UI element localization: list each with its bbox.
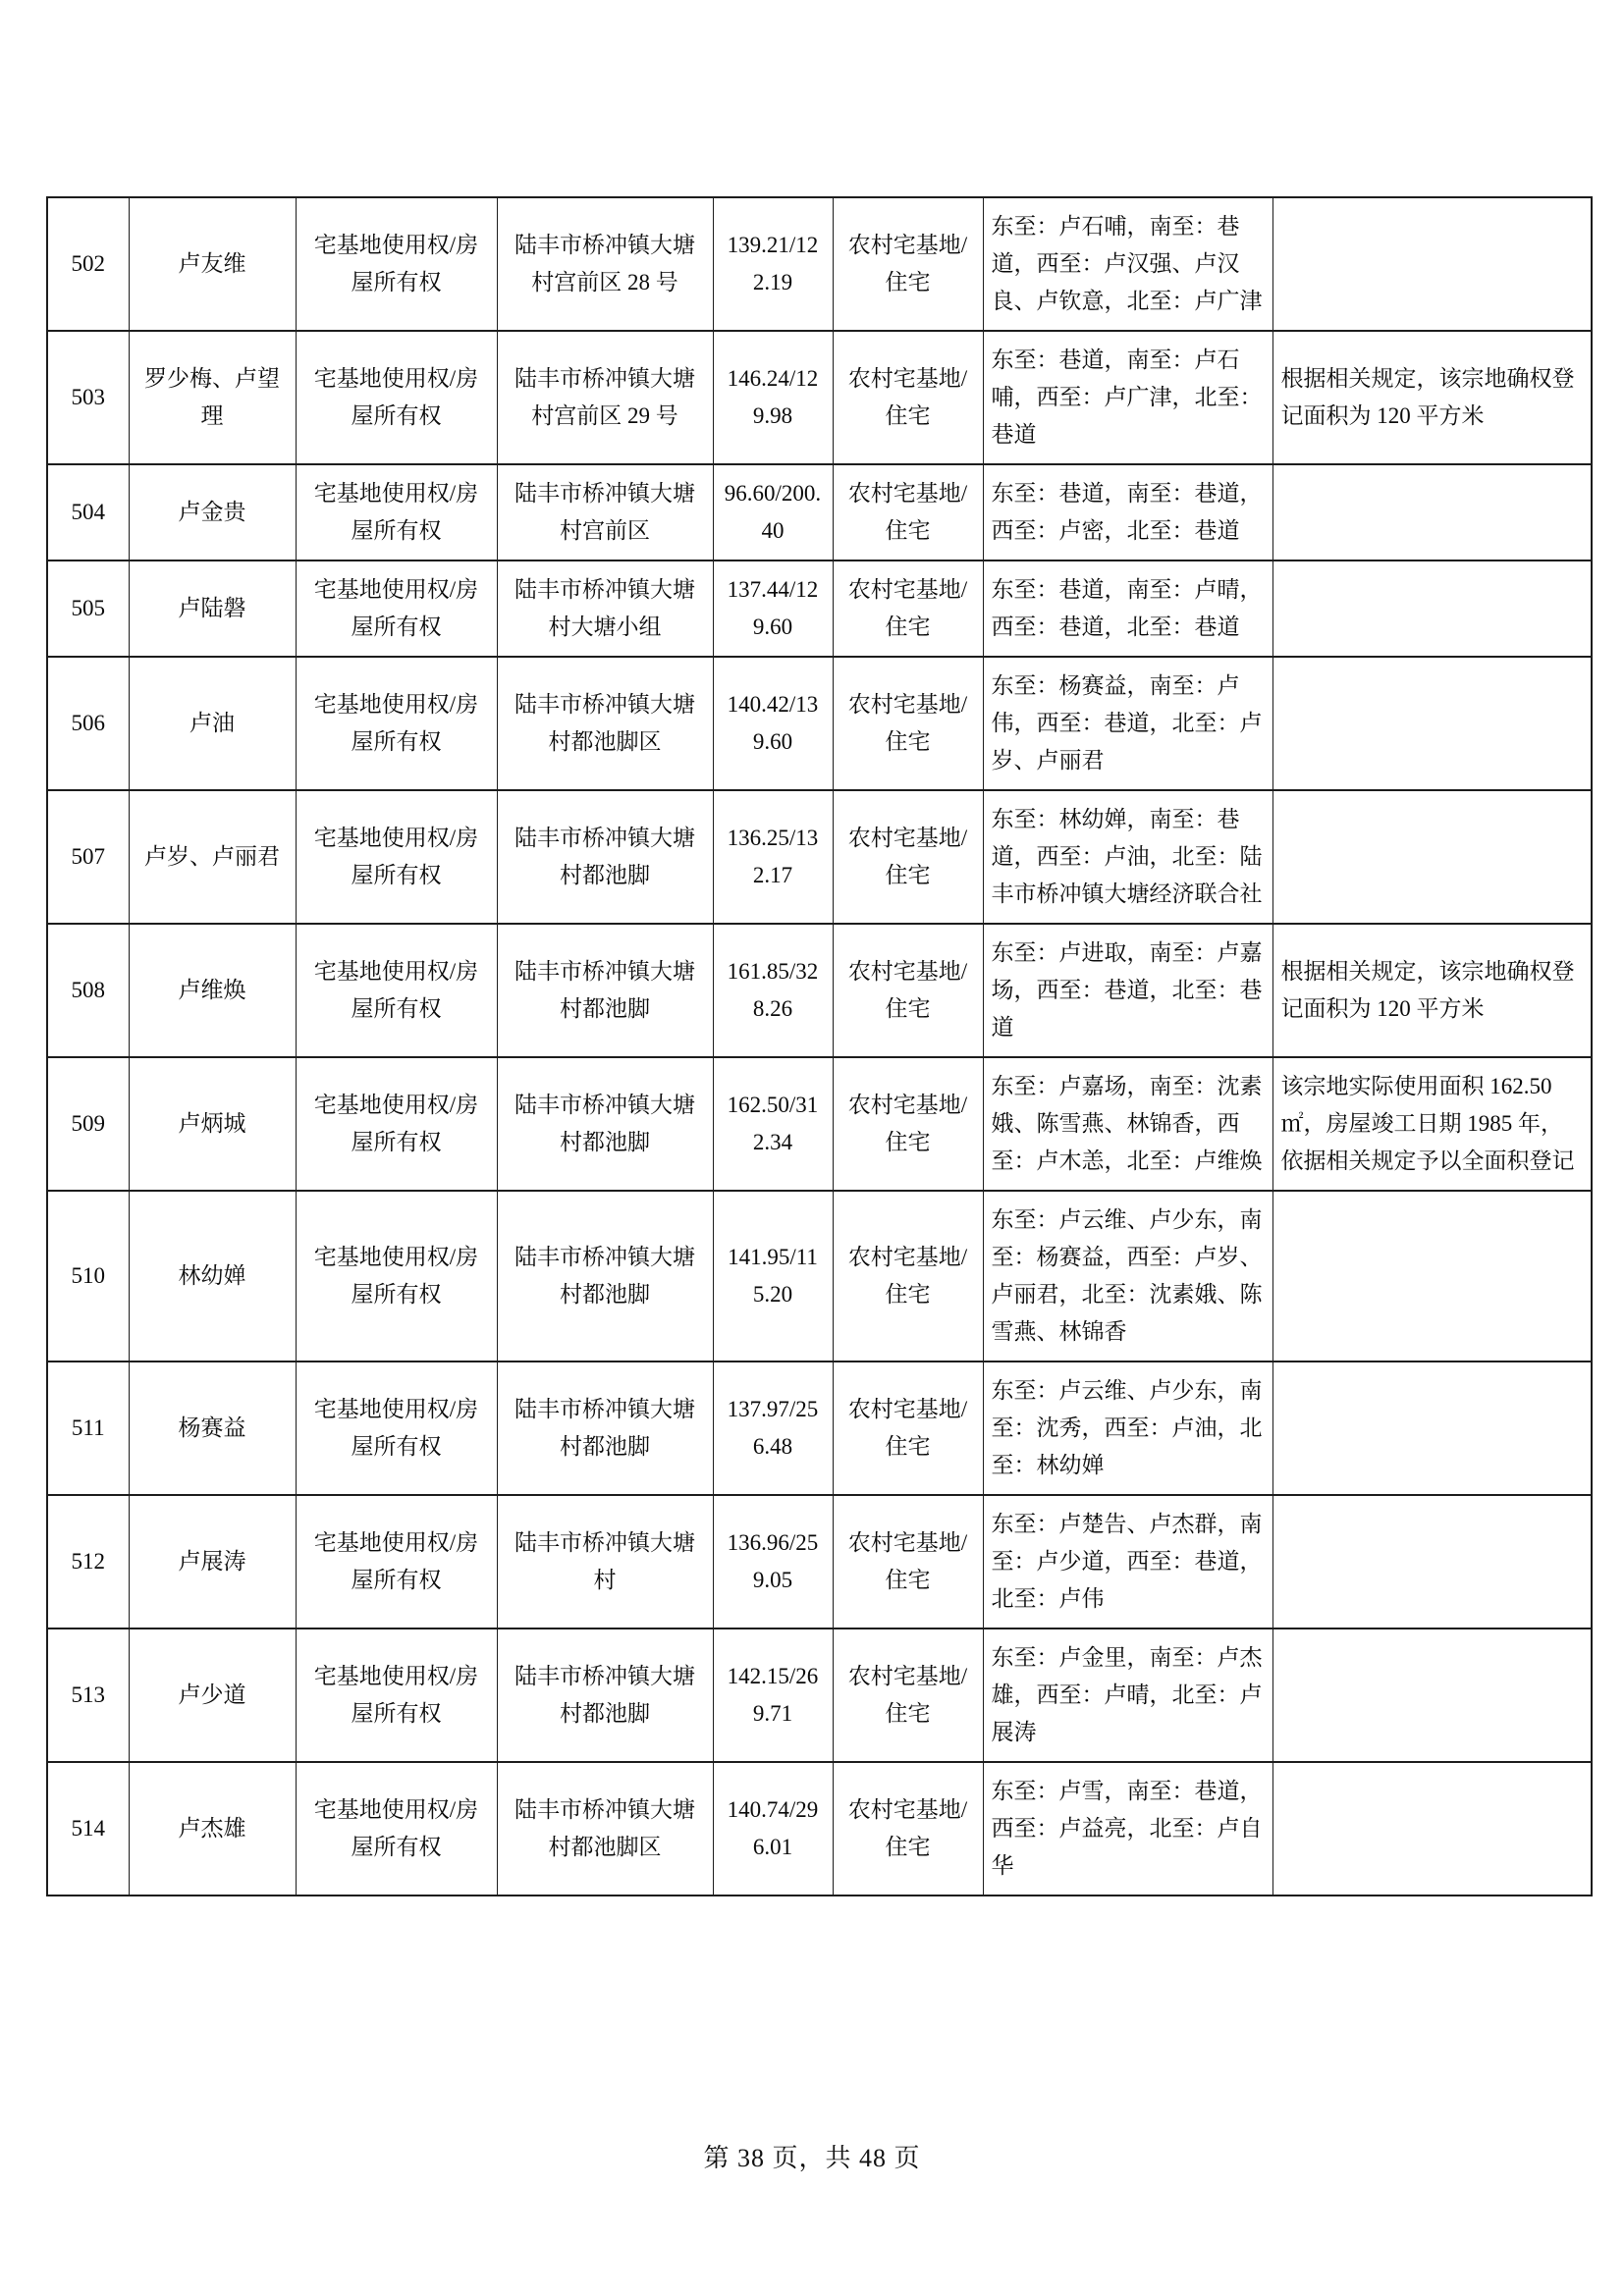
- cell-remark: [1272, 1495, 1592, 1629]
- cell-owner-name: 卢维焕: [129, 924, 296, 1057]
- cell-serial-number: 513: [47, 1629, 129, 1762]
- cell-right-type: 宅基地使用权/房屋所有权: [296, 657, 497, 790]
- cell-right-type: 宅基地使用权/房屋所有权: [296, 790, 497, 924]
- cell-boundaries: 东至：卢嘉场，南至：沈素娥、陈雪燕、林锦香，西至：卢木恙，北至：卢维焕: [983, 1057, 1272, 1191]
- table-row: [47, 657, 1592, 790]
- cell-area-values: 137.44/129.60: [713, 561, 833, 657]
- cell-owner-name: 卢油: [129, 657, 296, 790]
- cell-owner-name: 卢金贵: [129, 464, 296, 561]
- cell-remark: [1272, 464, 1592, 561]
- cell-address: 陆丰市桥冲镇大塘村宫前区: [497, 464, 713, 561]
- cell-remark: [1272, 561, 1592, 657]
- cell-land-type: 农村宅基地/住宅: [833, 1057, 983, 1191]
- cell-right-type: 宅基地使用权/房屋所有权: [296, 1495, 497, 1629]
- cell-serial-number: 512: [47, 1495, 129, 1629]
- cell-land-type: 农村宅基地/住宅: [833, 331, 983, 464]
- cell-remark: [1272, 1362, 1592, 1495]
- cell-address: 陆丰市桥冲镇大塘村都池脚: [497, 1191, 713, 1362]
- cell-serial-number: 509: [47, 1057, 129, 1191]
- cell-land-type: 农村宅基地/住宅: [833, 1191, 983, 1362]
- cell-serial-number: 511: [47, 1362, 129, 1495]
- cell-right-type: 宅基地使用权/房屋所有权: [296, 561, 497, 657]
- cell-owner-name: 卢友维: [129, 197, 296, 331]
- cell-right-type: 宅基地使用权/房屋所有权: [296, 1762, 497, 1896]
- cell-address: 陆丰市桥冲镇大塘村: [497, 1495, 713, 1629]
- cell-serial-number: 508: [47, 924, 129, 1057]
- cell-area-values: 136.25/132.17: [713, 790, 833, 924]
- cell-land-type: 农村宅基地/住宅: [833, 197, 983, 331]
- cell-area-values: 141.95/115.20: [713, 1191, 833, 1362]
- cell-address: 陆丰市桥冲镇大塘村都池脚区: [497, 657, 713, 790]
- cell-area-values: 162.50/312.34: [713, 1057, 833, 1191]
- cell-boundaries: 东至：卢云维、卢少东，南至：杨赛益，西至：卢岁、卢丽君，北至：沈素娥、陈雪燕、林锦香: [983, 1191, 1272, 1362]
- table-row: [47, 331, 1592, 464]
- table-row: [47, 790, 1592, 924]
- cell-area-values: 146.24/129.98: [713, 331, 833, 464]
- cell-address: 陆丰市桥冲镇大塘村都池脚: [497, 924, 713, 1057]
- cell-area-values: 137.97/256.48: [713, 1362, 833, 1495]
- cell-serial-number: 507: [47, 790, 129, 924]
- cell-address: 陆丰市桥冲镇大塘村都池脚: [497, 1362, 713, 1495]
- cell-address: 陆丰市桥冲镇大塘村大塘小组: [497, 561, 713, 657]
- cell-remark: [1272, 197, 1592, 331]
- cell-owner-name: 卢杰雄: [129, 1762, 296, 1896]
- cell-remark: 根据相关规定，该宗地确权登记面积为 120 平方米: [1272, 924, 1592, 1057]
- cell-remark: [1272, 1762, 1592, 1896]
- table-row: [47, 1629, 1592, 1762]
- cell-serial-number: 510: [47, 1191, 129, 1362]
- cell-owner-name: 卢岁、卢丽君: [129, 790, 296, 924]
- cell-land-type: 农村宅基地/住宅: [833, 790, 983, 924]
- cell-land-type: 农村宅基地/住宅: [833, 924, 983, 1057]
- cell-owner-name: 卢展涛: [129, 1495, 296, 1629]
- cell-area-values: 136.96/259.05: [713, 1495, 833, 1629]
- cell-boundaries: 东至：巷道，南至：卢石哺，西至：卢广津，北至：巷道: [983, 331, 1272, 464]
- cell-area-values: 96.60/200.40: [713, 464, 833, 561]
- cell-address: 陆丰市桥冲镇大塘村都池脚: [497, 790, 713, 924]
- land-rights-table: [46, 196, 1593, 1896]
- cell-land-type: 农村宅基地/住宅: [833, 1762, 983, 1896]
- cell-remark: [1272, 1629, 1592, 1762]
- table-row: [47, 1762, 1592, 1896]
- cell-right-type: 宅基地使用权/房屋所有权: [296, 331, 497, 464]
- table-row: [47, 1362, 1592, 1495]
- cell-boundaries: 东至：林幼婵，南至：巷道，西至：卢油，北至：陆丰市桥冲镇大塘经济联合社: [983, 790, 1272, 924]
- cell-right-type: 宅基地使用权/房屋所有权: [296, 924, 497, 1057]
- cell-area-values: 140.42/139.60: [713, 657, 833, 790]
- table-row: [47, 1057, 1592, 1191]
- cell-boundaries: 东至：巷道，南至：巷道，西至：卢密，北至：巷道: [983, 464, 1272, 561]
- cell-right-type: 宅基地使用权/房屋所有权: [296, 1362, 497, 1495]
- cell-boundaries: 东至：卢云维、卢少东，南至：沈秀，西至：卢油，北至：林幼婵: [983, 1362, 1272, 1495]
- cell-right-type: 宅基地使用权/房屋所有权: [296, 1191, 497, 1362]
- cell-boundaries: 东至：卢楚告、卢杰群，南至：卢少道，西至：巷道，北至：卢伟: [983, 1495, 1272, 1629]
- cell-land-type: 农村宅基地/住宅: [833, 561, 983, 657]
- cell-boundaries: 东至：巷道，南至：卢晴，西至：巷道，北至：巷道: [983, 561, 1272, 657]
- cell-address: 陆丰市桥冲镇大塘村都池脚: [497, 1057, 713, 1191]
- cell-land-type: 农村宅基地/住宅: [833, 1362, 983, 1495]
- cell-boundaries: 东至：杨赛益，南至：卢伟，西至：巷道，北至：卢岁、卢丽君: [983, 657, 1272, 790]
- table-row: [47, 561, 1592, 657]
- cell-owner-name: 卢炳城: [129, 1057, 296, 1191]
- cell-right-type: 宅基地使用权/房屋所有权: [296, 1057, 497, 1191]
- table-row: [47, 464, 1592, 561]
- cell-land-type: 农村宅基地/住宅: [833, 1495, 983, 1629]
- cell-owner-name: 杨赛益: [129, 1362, 296, 1495]
- cell-remark: [1272, 790, 1592, 924]
- cell-boundaries: 东至：卢金里，南至：卢杰雄，西至：卢晴，北至：卢展涛: [983, 1629, 1272, 1762]
- cell-land-type: 农村宅基地/住宅: [833, 464, 983, 561]
- page-footer-text: 第 38 页，共 48 页: [703, 2144, 921, 2172]
- cell-serial-number: 514: [47, 1762, 129, 1896]
- cell-serial-number: 506: [47, 657, 129, 790]
- cell-owner-name: 卢少道: [129, 1629, 296, 1762]
- cell-right-type: 宅基地使用权/房屋所有权: [296, 464, 497, 561]
- table-row: [47, 197, 1592, 331]
- cell-land-type: 农村宅基地/住宅: [833, 1629, 983, 1762]
- cell-land-type: 农村宅基地/住宅: [833, 657, 983, 790]
- cell-serial-number: 502: [47, 197, 129, 331]
- cell-serial-number: 505: [47, 561, 129, 657]
- page-footer: [0, 2138, 1624, 2174]
- cell-owner-name: 卢陆磐: [129, 561, 296, 657]
- table-row: [47, 924, 1592, 1057]
- cell-address: 陆丰市桥冲镇大塘村都池脚区: [497, 1762, 713, 1896]
- cell-right-type: 宅基地使用权/房屋所有权: [296, 197, 497, 331]
- cell-owner-name: 林幼婵: [129, 1191, 296, 1362]
- cell-owner-name: 罗少梅、卢望理: [129, 331, 296, 464]
- cell-address: 陆丰市桥冲镇大塘村宫前区 29 号: [497, 331, 713, 464]
- cell-boundaries: 东至：卢进取，南至：卢嘉场，西至：巷道，北至：巷道: [983, 924, 1272, 1057]
- cell-serial-number: 504: [47, 464, 129, 561]
- cell-boundaries: 东至：卢雪，南至：巷道，西至：卢益亮，北至：卢自华: [983, 1762, 1272, 1896]
- cell-right-type: 宅基地使用权/房屋所有权: [296, 1629, 497, 1762]
- cell-area-values: 140.74/296.01: [713, 1762, 833, 1896]
- cell-boundaries: 东至：卢石哺，南至：巷道，西至：卢汉强、卢汉良、卢钦意，北至：卢广津: [983, 197, 1272, 331]
- cell-remark: 根据相关规定，该宗地确权登记面积为 120 平方米: [1272, 331, 1592, 464]
- cell-area-values: 142.15/269.71: [713, 1629, 833, 1762]
- cell-serial-number: 503: [47, 331, 129, 464]
- cell-area-values: 139.21/122.19: [713, 197, 833, 331]
- cell-remark: 该宗地实际使用面积 162.50㎡，房屋竣工日期 1985 年，依据相关规定予以全面积登记: [1272, 1057, 1592, 1191]
- table-row: [47, 1191, 1592, 1362]
- record-table-body: [47, 197, 1592, 1896]
- cell-area-values: 161.85/328.26: [713, 924, 833, 1057]
- cell-address: 陆丰市桥冲镇大塘村宫前区 28 号: [497, 197, 713, 331]
- table-row: [47, 1495, 1592, 1629]
- cell-remark: [1272, 657, 1592, 790]
- cell-address: 陆丰市桥冲镇大塘村都池脚: [497, 1629, 713, 1762]
- cell-remark: [1272, 1191, 1592, 1362]
